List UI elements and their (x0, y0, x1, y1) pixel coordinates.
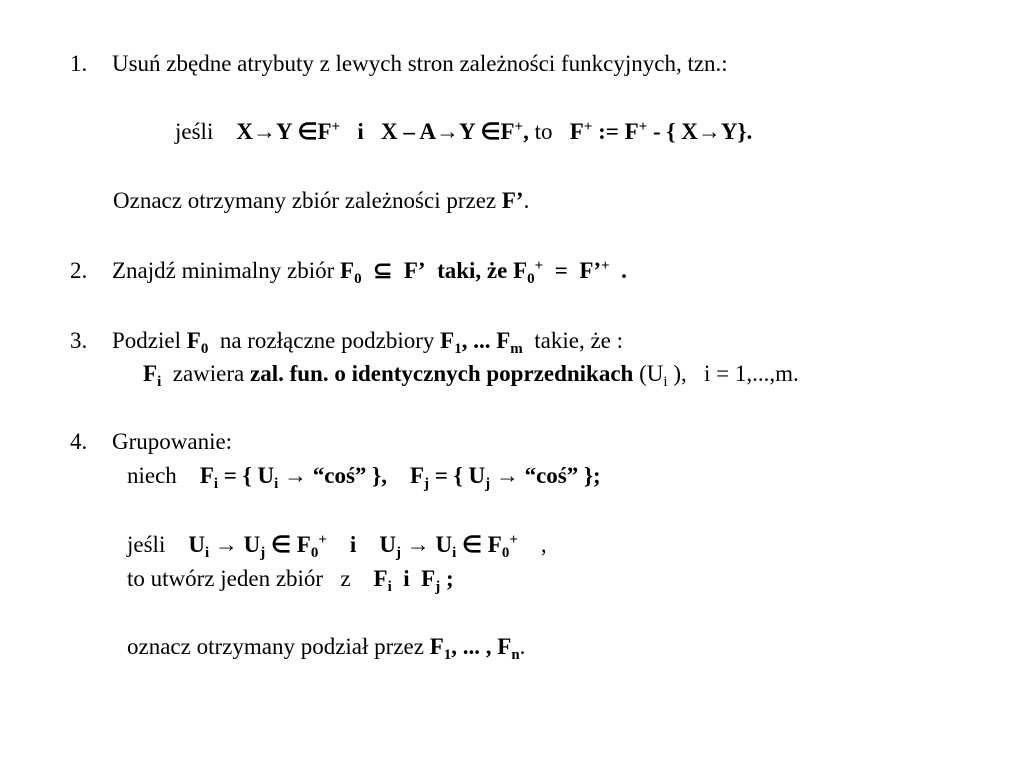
item-4-line (70, 428, 232, 456)
bold-text: zal. fun. o identycznych poprzednikach (249, 361, 634, 386)
item-1-text: Usuń zbędne atrybuty z lewych stron zależności funkcyjnych, tzn.: (112, 51, 728, 76)
item-1-line (70, 50, 728, 78)
item-4-title: Grupowanie: (112, 429, 233, 454)
mark-set: F’ (501, 188, 524, 213)
item-4-niech: niech $F_i$ = { $U_i$ → “coś” }, $F_j$ = { $U_j$ → “coś” }; (127, 463, 601, 492)
f0: $F_0$ (340, 258, 362, 287)
fj-def: $F_j$ = { $U_j$ → “coś” }; (409, 463, 601, 492)
taki: taki, że $F_0^+$ (437, 258, 544, 287)
fi-def: $F_i$ = { $U_i$ → “coś” }, (199, 463, 387, 492)
item-4-condition: jeśli $U_i \to U_j$ ∈ $F_0^+$ i $U_j \to U_i$ ∈ $F_0^+$ , (127, 532, 547, 561)
item-4-mark: oznacz otrzymany podział przez $F_1$, ... , $F_n$. (127, 634, 526, 663)
cond-dep2: X – A→Y ∈F+, (381, 119, 529, 144)
item-2-number: 2. (70, 258, 88, 283)
cond-and: i (357, 119, 364, 144)
uj-ui: $U_j \to U_i$ ∈ $F_0^+$ (379, 532, 518, 561)
ui-uj: $U_i \to U_j$ ∈ $F_0^+$ (188, 532, 327, 561)
cond-dep1: X→Y ∈F+ (236, 119, 341, 144)
fi-fj: $F_i$ i $F_j$ ; (373, 566, 454, 595)
fprime-plus: F’+ (579, 258, 610, 283)
item-1-mark: Oznacz otrzymany zbiór zależności przez F’. (113, 188, 530, 213)
cond-result: F+ := F+ - { X→Y}. (569, 119, 753, 144)
item-4-create: to utwórz jeden zbiór z $F_i$ i $F_j$ ; (127, 566, 454, 595)
item-3-detail: $F_i$ zawiera zal. fun. o identycznych poprzednikach ($U_i$ ), i = 1,...,m. (143, 361, 799, 390)
item-4-number: 4. (70, 429, 88, 454)
and: i (349, 532, 357, 557)
subset-symbol: ⊆ (373, 258, 393, 283)
item-1-number: 1. (70, 51, 88, 76)
partition: $F_1$, ... , $F_n$ (429, 634, 520, 663)
item-3-number: 3. (70, 328, 88, 353)
cond-to: to (534, 119, 553, 144)
cond-if: jeśli (175, 119, 214, 144)
fi: $F_i$ (143, 361, 162, 390)
f0: $F_0$ (186, 328, 209, 357)
item-1-condition (175, 118, 752, 146)
range: i = 1,...,m. (703, 361, 799, 386)
f1-fm: $F_1$, ... $F_m$ (440, 328, 523, 357)
item-3-line: 3. Podziel $F_0$ na rozłączne podzbiory $F_1$, ... $F_m$ takie, że : (70, 328, 624, 357)
item-2-line: 2. Znajdź minimalny zbiór $F_0$ ⊆ F’ taki, że $F_0^+$ = F’+ . (70, 258, 627, 287)
